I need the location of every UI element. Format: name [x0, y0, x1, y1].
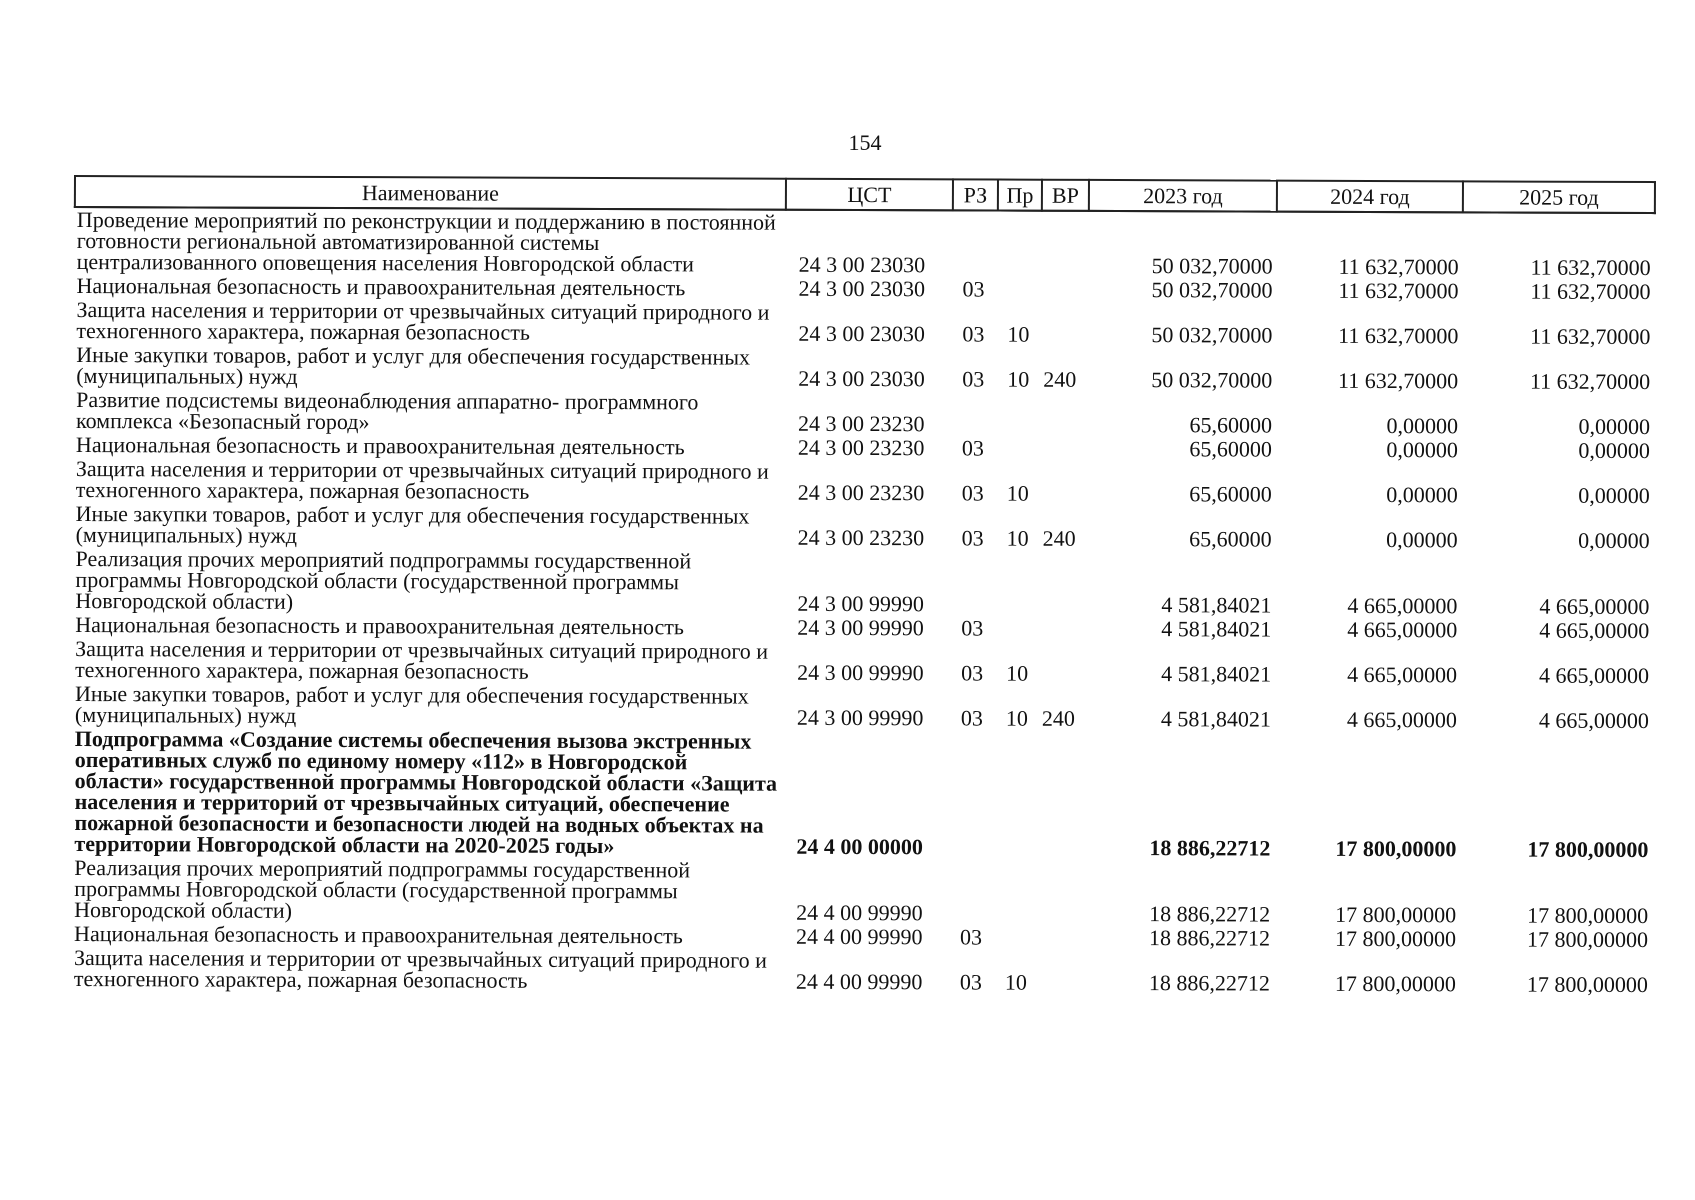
cell-cst: 24 3 00 99990: [796, 704, 924, 731]
table-row: [74, 388, 1654, 439]
cell-2024: 4 665,00000: [1346, 706, 1457, 733]
page-number: 154: [848, 130, 882, 155]
cell-name: Защита населения и территории от чрезвычайных ситуаций природного и техногенного характера, пожарная безопасность: [75, 636, 769, 684]
cell-vr: [1040, 617, 1087, 641]
cell-rz: 03: [962, 321, 985, 347]
cell-name: Иные закупки товаров, работ и услуг для обеспечения государственных (муниципальных) нужд: [75, 501, 750, 548]
cell-vr: [1041, 461, 1088, 506]
cell-2025: 0,00000: [1578, 413, 1651, 440]
cell-2023: 65,60000: [1189, 526, 1272, 552]
table-body: [72, 207, 1655, 997]
table-row: [75, 207, 1655, 280]
cell-2023: 18 886,22712: [1149, 925, 1271, 951]
header-2025: 2025 год: [1463, 181, 1655, 213]
cell-vr: [1039, 926, 1086, 950]
cell-rz: 03: [961, 660, 984, 686]
cell-name: Защита населения и территории от чрезвычайных ситуаций природного и техногенного характера, пожарная безопасность: [76, 297, 770, 345]
cell-rz: 03: [961, 435, 985, 461]
cell-name: Национальная безопасность и правоохранительная деятельность: [76, 273, 686, 301]
cell-pr: 10: [1005, 705, 1028, 731]
cell-rz: 03: [961, 615, 984, 641]
cell-2024: 11 632,70000: [1337, 367, 1459, 394]
table-row: [74, 502, 1654, 553]
cell-pr: 10: [1004, 969, 1027, 995]
cell-name: Защита населения и территории от чрезвычайных ситуаций природного и техногенного характера, пожарная безопасность: [75, 456, 769, 504]
cell-pr: [995, 731, 1039, 860]
cell-2025: 4 665,00000: [1538, 707, 1649, 734]
cell-rz: 03: [962, 366, 985, 392]
cell-2023: 4 581,84021: [1160, 706, 1271, 732]
cell-name: Развитие подсистемы видеонаблюдения аппаратно- программного комплекса «Безопасный город»: [76, 387, 699, 435]
cell-2024: 0,00000: [1386, 527, 1458, 553]
cell-cst: 24 3 00 99990: [797, 659, 924, 686]
cell-pr: [995, 860, 1039, 926]
cell-pr: [996, 551, 1040, 617]
cell-2025: 11 632,70000: [1530, 278, 1651, 305]
cell-pr: [996, 617, 1040, 641]
cell-cst: 24 3 00 23030: [798, 251, 926, 278]
cell-pr: [997, 437, 1041, 461]
table-row: [74, 298, 1654, 349]
cell-2023: 4 581,84021: [1161, 616, 1272, 642]
cell-2023: 4 581,84021: [1161, 661, 1272, 687]
cell-2024: 4 665,00000: [1347, 661, 1458, 688]
cell-2024: 4 665,00000: [1347, 592, 1458, 619]
table-row: [72, 946, 1652, 997]
cell-2023: 65,60000: [1189, 436, 1273, 462]
cell-2023: 65,60000: [1189, 412, 1273, 438]
cell-2025: 0,00000: [1578, 482, 1650, 509]
cell-rz: 03: [961, 480, 984, 506]
cell-pr: [998, 278, 1042, 302]
cell-name: Защита населения и территории от чрезвычайных ситуаций природного и техногенного характера, пожарная безопасность: [73, 945, 767, 993]
cell-pr: 10: [1006, 525, 1029, 551]
cell-vr: [1040, 641, 1087, 686]
cell-cst: 24 3 00 23230: [798, 410, 925, 437]
cell-rz: 03: [960, 924, 983, 950]
table-row: [73, 682, 1653, 733]
cell-cst: 24 3 00 23230: [797, 524, 925, 551]
cell-name: Реализация прочих мероприятий подпрограммы государственной программы Новгородской области (государственной программы Новгородской области): [75, 546, 692, 614]
cell-2024: 17 800,00000: [1334, 970, 1456, 997]
cell-2023: 18 886,22712: [1149, 901, 1271, 927]
cell-rz: [953, 210, 998, 277]
cell-cst: 24 3 00 23230: [797, 434, 925, 461]
table-row: [74, 343, 1654, 394]
cell-rz: 03: [959, 969, 982, 995]
cell-name: Иные закупки товаров, работ и услуг для обеспечения государственных (муниципальных) нужд: [76, 342, 751, 389]
cell-vr: [1042, 278, 1089, 302]
cell-2023: 50 032,70000: [1151, 367, 1273, 393]
cell-pr: 10: [1006, 480, 1029, 506]
cell-cst: 24 3 00 23030: [798, 365, 925, 392]
cell-rz: 03: [960, 705, 983, 731]
cell-rz: [950, 859, 995, 925]
header-vr: ВР: [1042, 180, 1089, 211]
cell-2025: 11 632,70000: [1530, 254, 1651, 281]
cell-cst: 24 3 00 99990: [797, 590, 924, 617]
cell-name: Реализация прочих мероприятий подпрограммы государственной программы Новгородской области (государственной программы Новгородской области): [74, 855, 691, 923]
cell-vr: [1039, 950, 1086, 995]
cell-name: Национальная безопасность и правоохранительная деятельность: [75, 432, 685, 460]
cell-2024: 0,00000: [1386, 482, 1458, 508]
cell-name: Национальная безопасность и правоохранительная деятельность: [75, 612, 685, 640]
table-row: [73, 547, 1653, 619]
cell-2025: 17 800,00000: [1527, 836, 1649, 863]
table-row: [72, 856, 1652, 928]
cell-2024: 11 632,70000: [1338, 253, 1459, 280]
cell-2023: 18 886,22712: [1148, 970, 1270, 996]
cell-2024: 11 632,70000: [1338, 277, 1459, 304]
table-row: [73, 637, 1653, 688]
cell-2025: 0,00000: [1578, 437, 1651, 464]
budget-table: [71, 175, 1656, 997]
cell-2024: 0,00000: [1386, 413, 1459, 439]
cell-rz: [951, 550, 996, 616]
cell-2023: 4 581,84021: [1161, 592, 1272, 618]
cell-2025: 17 800,00000: [1526, 971, 1648, 998]
cell-rz: [950, 730, 995, 859]
cell-cst: 24 4 00 99990: [796, 923, 923, 950]
cell-2025: 11 632,70000: [1530, 323, 1651, 350]
cell-2025: 17 800,00000: [1527, 926, 1649, 953]
cell-2023: 50 032,70000: [1151, 322, 1273, 348]
cell-cst: 24 3 00 99990: [797, 614, 924, 641]
cell-2023: 50 032,70000: [1151, 253, 1273, 279]
cell-2023: 18 886,22712: [1149, 835, 1271, 861]
cell-name: Иные закупки товаров, работ и услуг для обеспечения государственных (муниципальных) нужд: [74, 681, 749, 728]
header-2023: 2023 год: [1089, 180, 1277, 212]
cell-rz: [952, 391, 997, 436]
cell-cst: 24 3 00 23230: [797, 479, 925, 506]
cell-pr: 10: [1007, 321, 1030, 347]
cell-2023: 50 032,70000: [1151, 277, 1273, 303]
cell-2024: 0,00000: [1386, 437, 1459, 463]
cell-2024: 17 800,00000: [1335, 901, 1457, 928]
cell-pr: [995, 926, 1039, 950]
cell-cst: 24 3 00 23030: [798, 275, 926, 302]
cell-name: Подпрограмма «Создание системы обеспечения вызова экстренных оперативных служб по единому номеру «112» в Новгородской области» государственной программы Новгородской области «Защита населения и территорий от чрезвычайных ситуаций, обеспечение пожарной безопасности и безопасности людей на водных объектах на территории Новгородской области на 2020-2025 годы»: [74, 726, 778, 859]
cell-vr: [1040, 551, 1087, 617]
cell-vr: [1039, 860, 1086, 926]
cell-rz: 03: [962, 276, 985, 302]
header-rz: РЗ: [953, 179, 998, 210]
cell-2024: 4 665,00000: [1347, 616, 1458, 643]
cell-vr: [1042, 211, 1089, 278]
cell-vr: 240: [1041, 705, 1075, 731]
cell-vr: 240: [1043, 366, 1077, 392]
cell-pr: [997, 392, 1041, 437]
header-name: Наименование: [75, 176, 786, 210]
cell-2024: 11 632,70000: [1338, 322, 1459, 349]
cell-cst: 24 4 00 00000: [796, 833, 923, 860]
cell-name: Национальная безопасность и правоохранительная деятельность: [74, 921, 683, 949]
table-row: [72, 727, 1652, 862]
header-2024: 2024 год: [1277, 181, 1463, 213]
cell-2025: 4 665,00000: [1539, 617, 1650, 644]
cell-2024: 17 800,00000: [1335, 925, 1457, 952]
cell-2025: 17 800,00000: [1527, 902, 1649, 929]
cell-pr: [998, 211, 1042, 278]
cell-cst: 24 4 00 99990: [795, 968, 923, 995]
table-row: [74, 457, 1654, 508]
cell-pr: 10: [1007, 366, 1030, 392]
cell-2025: 0,00000: [1578, 527, 1650, 554]
cell-2025: 11 632,70000: [1529, 368, 1651, 395]
cell-2023: 65,60000: [1189, 481, 1272, 507]
cell-vr: [1039, 731, 1086, 860]
cell-vr: [1041, 302, 1088, 347]
header-pr: Пр: [998, 180, 1042, 211]
cell-2025: 4 665,00000: [1539, 593, 1650, 620]
cell-2024: 17 800,00000: [1335, 835, 1457, 862]
cell-vr: 240: [1042, 525, 1076, 551]
cell-vr: [1041, 437, 1088, 461]
cell-cst: 24 4 00 99990: [796, 899, 923, 926]
cell-pr: 10: [1006, 660, 1029, 686]
cell-name: Проведение мероприятий по реконструкции и поддержанию в постоянной готовности региональной автоматизированной системы централизованного оповещения населения Новгородской области: [76, 207, 776, 277]
cell-2025: 4 665,00000: [1539, 662, 1650, 689]
header-cst: ЦСТ: [786, 179, 953, 211]
cell-rz: 03: [961, 525, 984, 551]
cell-vr: [1041, 392, 1088, 437]
cell-cst: 24 3 00 23030: [798, 320, 925, 347]
